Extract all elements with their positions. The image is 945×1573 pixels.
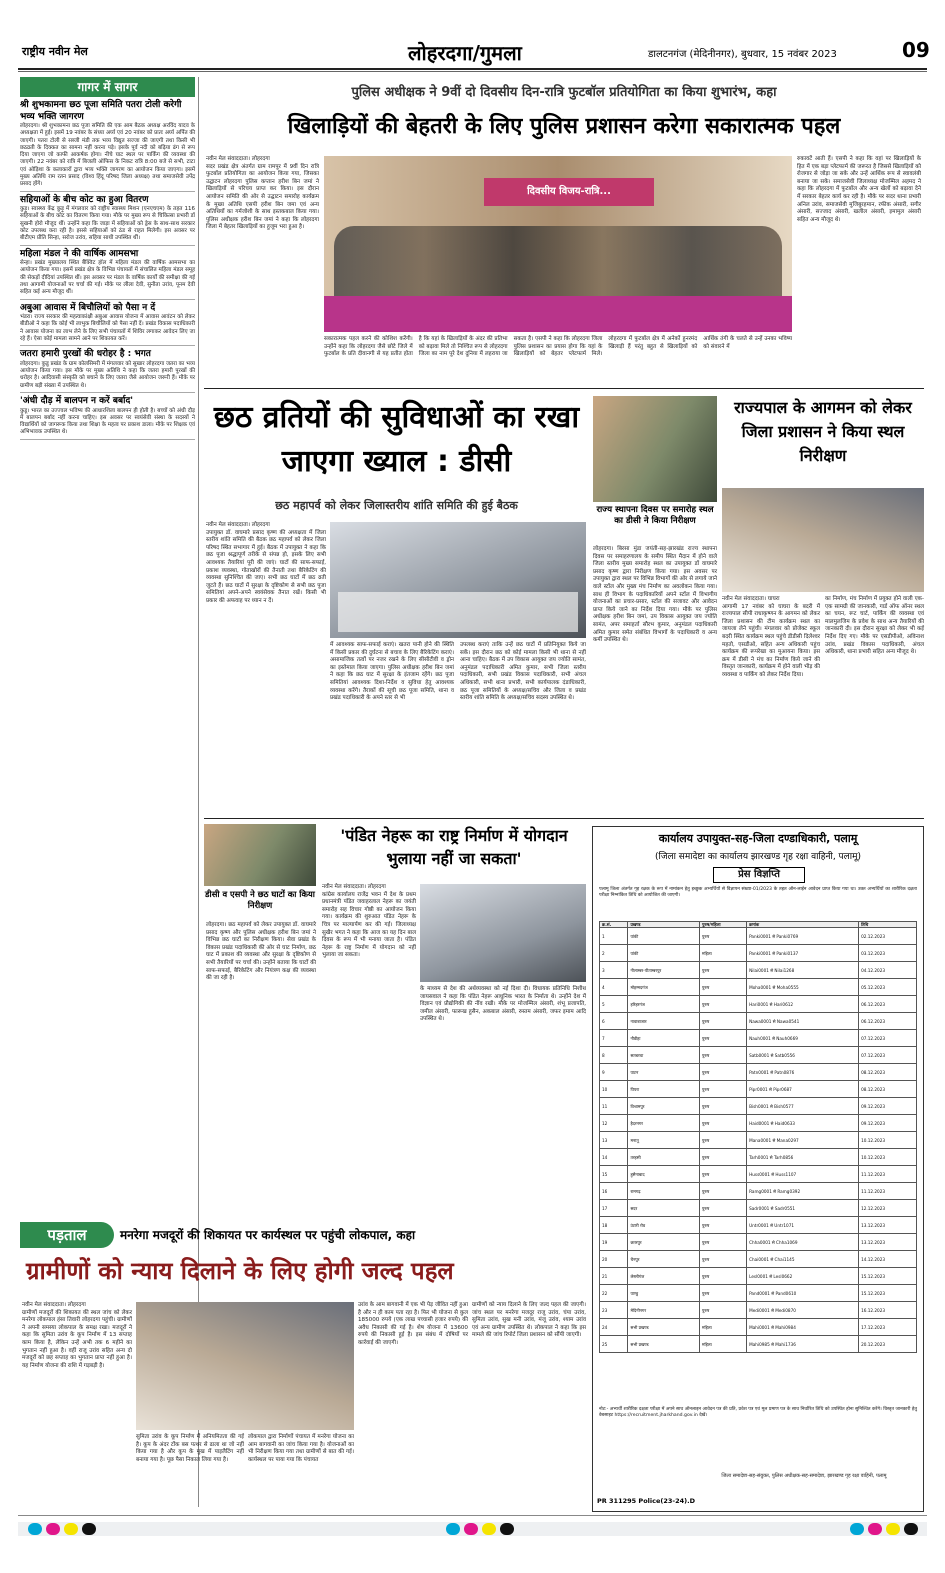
table-cell: 11.12.2023 [859, 1183, 917, 1200]
table-cell: नौडीहा [628, 1030, 700, 1047]
table-cell: पुरुष [699, 1047, 746, 1064]
notice-column-header: क्रमांक [747, 922, 859, 928]
table-cell: 12.12.2023 [859, 1200, 917, 1217]
lokpal-kicker: मनरेगा मजदूरों की शिकायत पर कार्यस्थल पर पहुंची लोकपाल, कहा [120, 1228, 416, 1242]
notice-table-body [600, 928, 917, 1353]
football-ceremony-photo [324, 156, 792, 332]
table-cell: पुरुष [699, 1115, 746, 1132]
nehru-body-2: के माध्यम से देश की अर्थव्यवस्था को नई दिशा दी। विधायक प्रतिनिधि निशीथ जायसवाल ने कहा कि पंडित नेहरू आधुनिक भारत के निर्माता थे। उन्होंने देश में विज्ञान एवं प्रौद्योगिकी की नींव रखी। मौके पर मोजम्मिल अंसारी, शंभू प्रजापति, जमील अंसारी, फारूख हुसैन, अकबाल अंसारी, रुस्तम अंसारी, जफर इमाम आदि उपस्थित थे। [420, 986, 588, 1023]
table-cell: पुरुष [699, 1234, 746, 1251]
lokpal-headline-text: ग्रामीणों को न्याय दिलाने के लिए होगी जल्द पहल [26, 1257, 454, 1285]
table-cell: 04.12.2023 [859, 962, 917, 979]
table-cell: 15.12.2023 [859, 1285, 917, 1302]
table-cell: पुरुष [699, 1098, 746, 1115]
table-cell: Tarh0001 से Tarh0856 [747, 1149, 859, 1166]
sidebar-story-body: कुडू। भारत का उज्ज्वल भविष्य की आधारशिला बालपन ही होती है। बच्चों को अंधी दौड़ में बालपन बर्बाद नहीं करना चाहिए। इस अवसर पर स्वयंसेवी संस्था के सदस्यों ने विद्यार्थियों को जागरूक किया तथा शिक्षा के महत्व पर प्रकाश डाला। मौके पर शिक्षक एवं अभिभावक उपस्थित थे। [20, 407, 197, 436]
nehru-body: नवीन मेल संवाददाता। लोहरदगा कांग्रेस कार्यालय राजेंद्र भवन में देश के प्रथम प्रधानमंत्री पंडित जवाहरलाल नेहरू का जयंती समारोह सह विचार गोष्ठी का आयोजन किया गया। कार्यक्रम की शुरुआत पंडित नेहरू के चित्र पर माल्यार्पण कर की गई। जिलाध्यक्ष सुखैर भगत ने कहा कि आज का यह दिन बाल दिवस के रूप में भी मनाया जाता है। पंडित नेहरू के राष्ट्र निर्माण में योगदान को नहीं भुलाया जा सकता। [322, 884, 416, 959]
table-cell: Chha0001 से Chha1069 [747, 1234, 859, 1251]
table-cell: Mahi0985 से Mahi1736 [747, 1336, 859, 1353]
meeting-table-shape [338, 592, 578, 632]
table-cell: Mana0001 से Mana0297 [747, 1132, 859, 1149]
notice-column-header: पुरुष/महिला [699, 922, 746, 928]
ghat-inspection-body: लोहरदगा। छठ महापर्व को लेकर उपायुक्त डॉ. वाघमारे प्रसाद कृष्ण और पुलिस अधीक्षक हरीश बिन जमां ने विभिन्न छठ घाटों का निरीक्षण किया। सेवा प्रखंड के विकास प्रखंड पदाधिकारी की ओर से घाट निर्माण, छठ घाट में प्रकाश की व्यवस्था और सुरक्षा के दृष्टिकोण से सभी तैयारियों पर चर्चा की। उन्होंने बताया कि घाटों की साफ-सफाई, बैरिकेटिंग और नियंत्रण कक्ष की व्यवस्था की जा रही है। [206, 922, 318, 982]
governor-body-2: का निर्माण, मंच निर्माण में प्रयुक्त होने वाली एक-एक सामग्री की जानकारी, गार्ड ऑफ ऑनर स्थल का चयन, रूट चार्ट, पार्किंग की व्यवस्था एवं मालमुलजिम के प्रवेश के साथ अन्य तैयारियों की जानकारी दी। इस दौरान सुरक्षा को लेकर भी कई निर्देश दिए गए। मौके पर एसडीपीओ, अविनाश उरांव, प्रखंड विकास पदाधिकारी, अंचल अधिकारी, थाना प्रभारी सहित अन्य मौजूद थे। [825, 596, 926, 656]
table-cell: 24 [600, 1319, 628, 1336]
yellow-swatch [64, 1523, 78, 1535]
governor-headline-text: राज्यपाल के आगमन को लेकर जिला प्रशासन ने किया स्थल निरीक्षण [734, 398, 912, 465]
table-cell: Medi0001 से Medi0870 [747, 1302, 859, 1319]
table-cell: पाटन [628, 1064, 700, 1081]
notice-signature: जिला समादेष्टा-सह-संयुक्त, पुलिस अधीक्षक-सह-समादेष्टा, झारखण्ड गृह रक्षा वाहिनी, पलामू [721, 1473, 887, 1479]
mid-rule [204, 818, 924, 819]
table-cell: Nawa0001 से Nawa0541 [747, 1013, 859, 1030]
table-row [600, 1115, 917, 1132]
table-row [600, 1268, 917, 1285]
chhath-body: नवीन मेल संवाददाता। लोहरदगा उपायुक्त डॉ. वाघमारे प्रसाद कृष्ण की अध्यक्षता में जिला स्तरीय शांति समिति की बैठक छठ महापर्व को लेकर जिला परिषद स्थित सभागार में हुई। बैठक में उपायुक्त ने कहा कि छठ पूजा श्रद्धापूर्ण तरीके से संपन्न हो, इसके लिए सभी आवश्यक तैयारियां पूरी की जाएं। घाटों की साफ-सफाई, प्रकाश व्यवस्था, गोताखोरों की तैनाती तथा बैरिकेटिंग की व्यवस्था सुनिश्चित की जाए। सभी छठ घाटों में छठ व्रती जुटते हैं। छठ घाटों में सुरक्षा के दृष्टिकोण से सभी छठ पूजा समितियां अपने-अपने स्वयंसेवक तैनात रखें। किसी भी प्रकार की अफवाह पर ध्यान न दें। [206, 522, 326, 604]
foundation-day-caption [593, 505, 717, 543]
table-cell: 5 [600, 996, 628, 1013]
table-cell: पुरुष [699, 1149, 746, 1166]
sidebar-story-body: लोहरदगा। श्री शुभकामना छठ पूजा समिति की एक आम बैठक अध्यक्ष अरविंद यादव के अध्यक्षता में हुई। इसमें 19 नवंबर के संध्या अर्घ्य एवं 20 नवंबर को प्रातः अर्घ्य अर्पित की जाएगी। पतरा टोली से सब्जी मंडी तक भव्य विद्युत सज्जा की जाएगी तथा किसी भी छठव्रती के दिक्कत का सामना नहीं करना पड़े। इसके पूर्व नदी को बढ़िया ढंग से रूप दिया जाएगा जो काफी आकर्षक होगा। नीचे घाट स्थल पर पार्किंग की व्यवस्था की जाएगी। 22 नवंबर को रात्रि में बिजली ऑफिस के निकट रात्रि 8:00 बजे से सभी, टाटा एवं ओड़िशा के कलाकारों द्वारा भव्य भक्ति जागरण का आयोजन किया जाएगा। इसमें मुख्य अतिथि राम रतन प्रसाद (विश्व हिंदू परिषद जिला अध्यक्ष) तथा समाजसेवी उपेंद्र प्रसाद होंगे। [20, 123, 197, 188]
sidebar-story-body: कुड़ु। स्वास्थ्य केंद्र कुड़ु में मंगलवार को राष्ट्रीय स्वास्थ्य मिशन (एनएचएम) के तहत 116 सहियाओं के बीच कोट का वितरण किया गया। मौके पर मुख्य रूप से चिकित्सा प्रभारी डॉ सुखनी होरो मौजूद थीं। उन्होंने कहा कि जाड़ा में सहियाओं को ड्रेस के साथ-साथ सरकार कोट उपलब्ध करा रही है। इससे सहियाओं को ठंड से राहत मिलेगी। इस अवसर पर बीटीएम प्रीति सिन्हा, सरोज उरांव, सहिया साथी उपस्थित थीं। [20, 206, 197, 242]
table-cell: 14.12.2023 [859, 1251, 917, 1268]
players-group-shape [334, 226, 782, 306]
table-cell: 11.12.2023 [859, 1166, 917, 1183]
peace-committee-photo [330, 522, 586, 638]
table-cell: 4 [600, 979, 628, 996]
table-cell: 12 [600, 1115, 628, 1132]
table-cell: Lesl0001 से Lesl0662 [747, 1268, 859, 1285]
masthead-rule [18, 68, 927, 70]
table-cell: नावाबाजार [628, 1013, 700, 1030]
table-cell: विश्रामपुर [628, 1098, 700, 1115]
table-cell: 08.12.2023 [859, 1081, 917, 1098]
ghat-inspection-photo [204, 824, 316, 886]
table-cell: 06.12.2023 [859, 996, 917, 1013]
table-cell: महिला [699, 945, 746, 962]
sidebar-items [20, 100, 195, 440]
table-cell: 16.12.2023 [859, 1302, 917, 1319]
lead-headline-text: खिलाड़ियों की बेहतरी के लिए पुलिस प्रशासन करेगा सकारात्मक पहल [287, 114, 841, 139]
section-title: लोहरदगा/गुमला [408, 41, 522, 65]
governor-body: नवीन मेल संवाददाता। घाघरा आगामी 17 नवंबर को घाघरा के बदरी में राज्यपाल सीपी राधाकृष्णन के आगमन को लेकर जिला प्रशासन की टीम कार्यक्रम स्थल का जायजा लेने पहुंची। मंगलवार को प्रोजेक्ट स्कूल बदरी स्थित कार्यक्रम स्थल पहुंचे डीडीसी दिलेश्वर महतो, एसडीओ, सहित अन्य अधिकारी पहुंच कार्यक्रम की रूपरेखा का मुआयना किया। इस क्रम में डीसी ने मंच का निर्माण किये जाने की विस्तृत जानकारी, कार्यक्रम में होने वाली भीड़ की व्यवस्था व पार्किंग को लेकर निर्देश दिया। [722, 596, 820, 678]
registration-strip [18, 1522, 927, 1536]
table-cell: 07.12.2023 [859, 1030, 917, 1047]
table-cell: लेस्लीगंज [628, 1268, 700, 1285]
table-cell: उंटारी रोड [628, 1217, 700, 1234]
table-cell: चैनपुर [628, 1251, 700, 1268]
sidebar-story-headline: सहियाओं के बीच कोट का हुआ वितरण [20, 194, 149, 205]
nehru-headline-text: 'पंडित नेहरू का राष्ट्र निर्माण में योगदान भुलाया नहीं जा सकता' [340, 826, 568, 868]
photo-banner: दिवसीय विजय-रात्रि... [484, 178, 654, 206]
notice-column-header: क्र.सं. [600, 922, 628, 928]
notice-office-sub: (जिला समादेष्टा का कार्यालय झारखण्ड गृह रक्षा वाहिनी, पलामू) [654, 852, 861, 862]
table-row [600, 1064, 917, 1081]
table-cell: 1 [600, 928, 628, 945]
table-row [600, 1336, 917, 1353]
dateline: डालटनगंज (मेदिनीनगर), बुधवार, 15 नवंबर 2023 [648, 49, 837, 60]
notice-office: कार्यालय उपायुक्त-सह-जिला दण्डाधिकारी, पलामू [658, 832, 858, 845]
table-cell: पुरुष [699, 1166, 746, 1183]
table-cell: Patn0001 से Patn0876 [747, 1064, 859, 1081]
table-cell: मोहम्मदगंज [628, 979, 700, 996]
table-row [600, 1047, 917, 1064]
table-cell: Moha0001 से Moha0555 [747, 979, 859, 996]
table-row [600, 979, 917, 996]
table-cell: Panki0001 से Panki0137 [747, 945, 859, 962]
table-row [600, 1183, 917, 1200]
table-cell: 2 [600, 945, 628, 962]
table-cell: Nauh0001 से Nauh0669 [747, 1030, 859, 1047]
table-cell: 09.12.2023 [859, 1098, 917, 1115]
table-row [600, 962, 917, 979]
padtal-tag-text: पड़ताल [47, 1226, 87, 1244]
cyan-swatch-right [850, 1523, 864, 1535]
magenta-swatch-mid [464, 1523, 478, 1535]
table-row [600, 1234, 917, 1251]
governor-headline [722, 396, 924, 486]
table-cell: पुरुष [699, 1081, 746, 1098]
sidebar-story-headline: श्री शुभकामना छठ पूजा समिति पतरा टोली करेगी भव्य भक्ति जागरण [20, 100, 182, 122]
table-cell: पुरुष [699, 996, 746, 1013]
notice-box [592, 826, 924, 1512]
nehru-tribute-photo [420, 884, 586, 982]
chhath-subhead [204, 498, 589, 516]
table-row [600, 1149, 917, 1166]
table-cell: मेदिनीनगर [628, 1302, 700, 1319]
sidebar-story [20, 195, 195, 246]
lead-kicker-text: पुलिस अधीक्षक ने 9वीं दो दिवसीय दिन-रात्रि फुटबॉल प्रतियोगिता का किया शुभारंभ, कहा [351, 85, 777, 100]
table-cell: 17.12.2023 [859, 1319, 917, 1336]
table-cell: पुरुष [699, 1217, 746, 1234]
governor-site-photo [722, 488, 924, 592]
cyan-swatch-mid [446, 1523, 460, 1535]
table-cell: हुसैनाबाद [628, 1166, 700, 1183]
notice-column-header: प्रखण्ड [628, 922, 700, 928]
table-cell: 22 [600, 1285, 628, 1302]
table-cell: 11 [600, 1098, 628, 1115]
table-cell: Chai0001 से Chai1145 [747, 1251, 859, 1268]
foundation-day-photo [593, 396, 717, 502]
table-cell: पुरुष [699, 1183, 746, 1200]
table-cell: Sadr0001 से Sadr0551 [747, 1200, 859, 1217]
table-cell: 19 [600, 1234, 628, 1251]
lokpal-body-2: उरांव के आम बागवानी में एक भी पेड़ जीवित नहीं हुआ है और न ही काम पता रहा है। फिर भी योजना से कुल 185000 रुपये (एक लाख पच्चासी हजार रुपये) की अवैध निकासी की गई है। शेष योजना में 13600 रुपये की निकासी हुई है। इस संबंध में दोषियों पर कार्रवाई की जाएगी। [358, 1302, 470, 1346]
table-cell: 06.12.2023 [859, 1013, 917, 1030]
table-row [600, 1302, 917, 1319]
table-row [600, 1251, 917, 1268]
table-cell: पिपरा [628, 1081, 700, 1098]
table-row [600, 1319, 917, 1336]
table-cell: पुरुष [699, 1064, 746, 1081]
table-cell: पुरुष [699, 1268, 746, 1285]
sidebar-banner [20, 77, 195, 97]
yellow-swatch-mid [482, 1523, 496, 1535]
lokpal-kicker-bar [20, 1222, 586, 1248]
table-cell: सभी प्रखण्ड [628, 1336, 700, 1353]
table-cell: सदर [628, 1200, 700, 1217]
table-cell: Satb0001 से Satb0556 [747, 1047, 859, 1064]
paper-name: राष्ट्रीय नवीन मेल [22, 45, 88, 58]
magenta-swatch [46, 1523, 60, 1535]
sidebar-story [20, 349, 195, 393]
table-cell: 15.12.2023 [859, 1268, 917, 1285]
black-swatch-mid [500, 1523, 514, 1535]
table-cell: तरहसी [628, 1149, 700, 1166]
sidebar-story-body: सेन्हा। प्रखंड मुख्यालय स्थित बैंक्विट हॉल में महिला मंडल की वार्षिक आमसभा का आयोजन किया गया। इसमें प्रखंड क्षेत्र के विभिन्न पंचायतों में संचालित महिला मंडल समूह की सेकड़ों दीदियां उपस्थित थीं। इस अवसर पर मंडल के वार्षिक कार्यों की समीक्षा की गई तथा आगामी योजनाओं पर चर्चा की गई। मौके पर लीला देवी, सुनीता उरांव, पूनम देवी सहित कई अन्य मौजूद थीं। [20, 260, 197, 296]
notice-footnote: नोट:- अभ्यर्थी शारीरिक दक्षता परीक्षा में अपने साथ ऑनलाइन आवेदन पत्र की प्रति, प्रवेश पत्र एवं मूल प्रमाण पत्र के साथ निर्धारित तिथि को उपस्थित होना सुनिश्चित करेंगे। विस्तृत जानकारी हेतु वेबसाइट https://recruitment.jharkhand.gov.in देखें। [599, 1407, 919, 1419]
table-cell: 25 [600, 1336, 628, 1353]
table-cell: छतरपुर [628, 1234, 700, 1251]
table-cell: 10 [600, 1081, 628, 1098]
footer-rule [18, 1515, 927, 1516]
table-cell: पांकी [628, 945, 700, 962]
chhath-body-2: में आवश्यक साफ-सफाई कराएं। खतरा पानी होने की स्थिति में किसी प्रकार की दुर्घटना से बचाव के लिए बैरिकेटिंग कराएं। असामाजिक तत्वों पर नजर रखने के लिए सीसीटीवी व ड्रोन का इस्तेमाल किया जाएगा। पुलिस अधीक्षक हरीश बिन जमां ने कहा कि छठ घाट में सुरक्षा के इंतजाम रहेंगे। छठ पूजा समितियां आवश्यक दिशा-निर्देश व सुविधा हेतु आवश्यक व्यवस्था करेंगे। तैराकों की सूची छठ पूजा समिति, थाना व प्रखंड पदाधिकारी के अपने स्तर से भी [330, 642, 456, 702]
black-swatch [82, 1523, 96, 1535]
notice-table [599, 921, 917, 1353]
lokpal-site-photo [136, 1302, 354, 1430]
sidebar-story [20, 396, 195, 440]
lead-bottom-rule [204, 388, 924, 389]
table-cell: 6 [600, 1013, 628, 1030]
sidebar-story-headline: महिला मंडल ने की वार्षिक आमसभा [20, 248, 139, 259]
chhath-headline-text: छठ व्रतियों की सुविधाओं का रखा जाएगा ख्याल : डीसी [213, 400, 580, 479]
table-cell: 13.12.2023 [859, 1234, 917, 1251]
table-cell: Mahi0001 से Mahi0984 [747, 1319, 859, 1336]
lokpal-body: नवीन मेल संवाददाता। लोहरदगा ग्रामीणों मजदूरों की शिकायत की स्थल जांच को लेकर मनरेगा लोकपाल हंसा तिवारी लोहरदगा पहुंची। ग्रामीणों ने अपनी समस्या लोकपाल के समक्ष रखा। मजदूरों ने कहा कि सुमिता उरांव के कूप निर्माण में 13 सप्ताह काम किया है, लेकिन उन्हें अभी तक 6 महीने का भुगतान नहीं हुआ है। वहीं राजू उरांव सहित अन्य दो मजदूरों को छह सप्ताह का भुगतान प्राप्त नहीं हुआ है। यह निर्माण योजना की राशि में गड़बड़ी है। [22, 1302, 132, 1369]
notice-pr-number: PR 311295 Police(23-24).D [597, 1497, 695, 1505]
table-cell: 08.12.2023 [859, 1064, 917, 1081]
notice-table-wrap [599, 921, 917, 1401]
table-cell: पुरुष [699, 1251, 746, 1268]
padtal-tag [20, 1222, 114, 1248]
chhath-headline [204, 396, 589, 488]
table-cloth-shape [324, 296, 792, 332]
lokpal-body-3: ग्रामीणों को न्याय दिलाने के लिए जल्द पहल की जाएगी। जांच स्थल पर मनरेगा मजदूर राजू उरांव, चंपा उरांव, सुमिता उरांव, सुख मनी उरांव, मंजू उरांव, श्याम उरांव एवं अन्य ग्रामीण उपस्थित थे। लोकपाल ने कहा कि इस मामले की जांच रिपोर्ट जिला प्रशासन को सौंपी जाएगी। [472, 1302, 588, 1339]
table-cell: 8 [600, 1047, 628, 1064]
ghat-inspection-caption [204, 889, 316, 919]
sidebar-story [20, 249, 195, 300]
table-cell: Nilai0001 से Nilai1268 [747, 962, 859, 979]
table-cell: पुरुष [699, 1285, 746, 1302]
sidebar-story-body: भंडरा। राज्य सरकार की महत्वाकांक्षी अबुआ आवास योजना में आवास आवंटन को लेकर बीडीओ ने कहा कि कोई भी लाभुक बिचौलियों को पैसा नहीं दें। प्रखंड विकास पदाधिकारी ने आवास योजना का लाभ लेने के लिए सभी पंचायतों में शिविर लगाकर आवेदन लिए जा रहे हैं। ऐसा कोई मामला सामने आने पर शिकायत करें। [20, 314, 197, 343]
table-cell: 02.12.2023 [859, 928, 917, 945]
table-cell: Pipr0001 से Pipr0687 [747, 1081, 859, 1098]
foundation-day-caption-text: राज्य स्थापना दिवस पर समारोह स्थल का डीसी ने किया निरीक्षण [596, 505, 714, 526]
table-cell: 09.12.2023 [859, 1115, 917, 1132]
table-cell: पुरुष [699, 1030, 746, 1047]
table-cell: महिला [699, 1336, 746, 1353]
table-cell: 20 [600, 1251, 628, 1268]
table-cell: 10.12.2023 [859, 1149, 917, 1166]
table-cell: हरिहरगंज [628, 996, 700, 1013]
chhath-body-3: उपलब्ध कराएं ताकि उन्हें छठ घाटों में प्रतिनियुक्त किये जा सकें। इस दौरान छठ को कोई मामला किसी भी थाना से नहीं आना चाहिए। बैठक में उप विकास आयुक्त जय ज्योति सामंत, अनुमंडल पदाधिकारी अमित कुमार, सभी जिला स्तरीय पदाधिकारी, सभी प्रखंड विकास पदाधिकारी, सभी अंचल अधिकारी, सभी थाना प्रभारी, सभी कार्यपालक दंडाधिकारी, छठ पूजा समितियों के अध्यक्ष/सचिव और जिला व प्रखंड स्तरीय शांति समिति के अध्यक्ष/सचिव सदस्य उपस्थित थे। [460, 642, 588, 702]
table-cell: मनातू [628, 1132, 700, 1149]
table-cell: पुरुष [699, 1013, 746, 1030]
table-row [600, 1166, 917, 1183]
table-row [600, 1132, 917, 1149]
sidebar-banner-text: गागर में सागर [77, 80, 138, 94]
foundation-day-body: लोहरदगा। बिरसा मुंडा जयंती-सह-झारखंड राज्य स्थापना दिवस पर समाहरणालय के समीप स्थित मैदान में होने वाले जिला स्तरीय मुख्य समारोह स्थल का उपायुक्त डॉ वाघमारे प्रसाद कृष्ण द्वारा निरीक्षण किया गया। इस अवसर पर उपायुक्त द्वारा स्थल पर विभिन्न विभागों की ओर से लगाये जाने वाले स्टॉल और मुख्य मंच निर्माण का अवलोकन किया गया। साथ ही विभाग के पदाधिकारियों अपने स्टॉल में विभागीय योजनाओं का प्रचार-प्रसार, स्टॉल की सजावट और आवेदन प्राप्त किये जाने का निर्देश दिया गया। मौके पर पुलिस अधीक्षक हरीश बिन जमां, उप विकास आयुक्त जय ज्योति सामंत, अपर समाहर्ता सौरभ कुमार, अनुमंडल पदाधिकारी अमित कुमार समेत संबंधित विभागों के पदाधिकारी व अन्य कर्मी उपस्थित थे। [593, 546, 719, 644]
cyan-swatch [28, 1523, 42, 1535]
sidebar-story-headline: जतरा हमारी पुरखों की धरोहर है : भगत [20, 349, 151, 360]
notice-intro: पलामू जिला अंतर्गत गृह रक्षक के रूप में नामांकन हेतु इच्छुक अभ्यर्थियों से विज्ञापन संख्या-01/2023 के तहत ऑन-लाईन आवेदन प्राप्त किया गया था। उक्त अभ्यर्थियों का शारीरिक दक्षता परीक्षा निम्नांकित तिथि को आयोजित की जाएगी। [599, 887, 919, 899]
table-cell: नीलाम्बर-पीताम्बरपुर [628, 962, 700, 979]
table-cell: पुरुष [699, 1132, 746, 1149]
table-cell: पुरुष [699, 1302, 746, 1319]
table-row [600, 928, 917, 945]
table-cell: महिला [699, 1319, 746, 1336]
table-cell: 14 [600, 1149, 628, 1166]
table-cell: 03.12.2023 [859, 945, 917, 962]
magenta-swatch-right [868, 1523, 882, 1535]
sidebar-story-headline: 'अंधी दौड़ में बालपन न करें बर्बाद' [20, 396, 134, 407]
table-row [600, 1098, 917, 1115]
chhath-subhead-text: छठ महापर्व को लेकर जिलास्तरीय शांति समिति की हुई बैठक [275, 499, 518, 512]
table-row [600, 1217, 917, 1234]
table-cell: पांकी [628, 928, 700, 945]
page-number: 09 [902, 38, 930, 62]
table-cell: 18 [600, 1217, 628, 1234]
table-cell: 13.12.2023 [859, 1217, 917, 1234]
table-row [600, 1030, 917, 1047]
table-cell: पुरुष [699, 979, 746, 996]
table-cell: रामगढ़ [628, 1183, 700, 1200]
table-cell: हैदरनगर [628, 1115, 700, 1132]
lokpal-below-photo-2: लोकपाल द्वारा निर्माणों पंचायत में मनरेगा योजना का आम बागवानी का जांच किया गया है। योजनाओं का भी निरीक्षण किया गया तथा ग्रामीणों से बात की गई। कार्यस्थल पर पाया गया कि पंचायत [248, 1434, 356, 1463]
nehru-headline [322, 824, 586, 880]
table-cell: 16 [600, 1183, 628, 1200]
table-row [600, 1285, 917, 1302]
table-cell: 07.12.2023 [859, 1047, 917, 1064]
table-cell: Hari0001 से Hari0612 [747, 996, 859, 1013]
masthead [18, 36, 930, 68]
lead-body-right: रुकावटें आती हैं। एसपी ने कहा कि वहां पर खिलाड़ियों के हित में एक बड़ा प्लेटफार्म की जरूरत है जिससे खिलाड़ियों को रोजगार से जोड़ा जा सके और उन्हें आर्थिक रूप से स्वावलंबी बनाया जा सके। समाजसेवी जिलाध्यक्ष मोजम्मिल अहमद ने कहा कि लोहरदगा में फुटबॉल और अन्य खेलों को बढ़ावा देने में सरकार बेहतर कार्य कर रही है। मौके पर सदर थाना प्रभारी अनिल उरांव, समाजसेवी मुजिबुरहमान, रफीक अंसारी, सगीर अंसारी, सज्जाद अंसारी, खलील अंसारी, इमामुल अंसारी सहित अन्य मौजूद थे। [797, 156, 923, 223]
table-row [600, 996, 917, 1013]
table-cell: Panki0001 से Panki0769 [747, 928, 859, 945]
table-cell: 7 [600, 1030, 628, 1047]
sidebar-story-headline: अबुआ आवास में बिचौलियों को पैसा न दें [20, 302, 156, 313]
table-cell: Haid0001 से Haid0633 [747, 1115, 859, 1132]
table-cell: 13 [600, 1132, 628, 1149]
table-cell: सभी प्रखण्ड [628, 1319, 700, 1336]
lokpal-below-photo: सुमिता उरांव के कूप निर्माण में अनियमितता की गई है। कूप के अंदर टोंक बस पत्थर से ढाला था जो नहीं किया गया है और कूप के मुख में पाइलैटिंग नहीं बनाया गया है। पूछ पैसा निकाल लिया गया है। [136, 1434, 246, 1463]
table-cell: Huss0001 से Huss1107 [747, 1166, 859, 1183]
table-cell: पाण्डु [628, 1285, 700, 1302]
masthead-rule-thin [18, 71, 927, 72]
notice-column-header: तिथि [859, 922, 917, 928]
table-cell: Untr0001 से Untr1071 [747, 1217, 859, 1234]
lead-below-photo: सकारात्मक पहल करने की कोशिश करेंगी। उन्होंने कहा कि लोहरदगा जैसे छोटे जिले में फुटबॉल के प्रति दीवानगी से यह प्रतीत होता है कि यहां के खिलाड़ियों के अंदर की प्रतिभा को बढ़ावा मिले तो निश्चित रूप से लोहरदगा जिला का नाम पूरे देश दुनिया में लहराया जा सकता है। एसपी ने कहा कि लोहरदगा जिला पुलिस प्रशासन का प्रयास होगा कि यहां के खिलाड़ियों को बेहतर प्लेटफार्म मिले। लोहरदगा में फुटबॉल क्षेत्र में अनेकों हुनरमंद खिलाड़ी हैं परंतु बहुत से खिलाड़ियों को आर्थिक तंगी के चलते से उन्हें उनका भविष्य को संवारने में [324, 336, 794, 358]
table-cell: 3 [600, 962, 628, 979]
notice-title: प्रेस विज्ञप्ति [713, 867, 805, 883]
lead-kicker [204, 82, 924, 102]
table-cell: पुरुष [699, 928, 746, 945]
table-row [600, 945, 917, 962]
lead-headline [204, 110, 924, 148]
table-cell: 05.12.2023 [859, 979, 917, 996]
sidebar-story [20, 100, 195, 192]
table-cell: पुरुष [699, 962, 746, 979]
table-cell: 15 [600, 1166, 628, 1183]
table-cell: 10.12.2023 [859, 1132, 917, 1149]
table-cell: 21 [600, 1268, 628, 1285]
ghat-inspection-caption-text: डीसी व एसपी ने छठ घाटों का किया निरीक्षण [205, 889, 315, 910]
yellow-swatch-right [886, 1523, 900, 1535]
table-cell: 9 [600, 1064, 628, 1081]
table-cell: पुरुष [699, 1200, 746, 1217]
lead-body-left: नवीन मेल संवाददाता। लोहरदगा सदर प्रखंड क्षेत्र अंतर्गत ग्राम रामपुर में 9वीं दिन रात्रि फुटबॉल प्रतियोगिता का आयोजन किया गया, जिसका उद्घाटन लोहरदगा पुलिस कप्तान हरीश बिन जमां ने खिलाड़ियों से परिचय प्राप्त कर किया। इस दौरान आयोजन समिति की ओर से उद्घाटन समारोह कार्यक्रम के मुख्य अतिथि एसपी हरीश बिन जमा एवं अन्य अतिथियों का गर्मजोशी के साथ इस्तकबाल किया गया। पुलिस अधीक्षक हरीश बिन जमां ने कहा कि लोहरदगा जिला में बेहतर खिलाड़ियों का हुजूम भरा हुआ है। [206, 156, 319, 231]
sidebar-story-body: लोहरदगा। कुडू प्रखंड के ग्राम कोलसिमरी में मंगलवार को सुखार लोहरदगा जतरा का भव्य आयोजन किया गया। इस मौके पर मुख्य अतिथि ने कहा कि जतरा हमारी पुरखों की धरोहर है। आदिवासी संस्कृति को बचाने के लिए जतरा जैसे आयोजन जरूरी हैं। मौके पर ग्रामीण बड़ी संख्या में उपस्थित थे। [20, 360, 197, 389]
table-cell: 17 [600, 1200, 628, 1217]
table-cell: 23 [600, 1302, 628, 1319]
table-cell: 20.12.2023 [859, 1336, 917, 1353]
black-swatch-right [904, 1523, 918, 1535]
table-row [600, 1013, 917, 1030]
table-cell: Bish0001 से Bish0577 [747, 1098, 859, 1115]
table-cell: सतबरवा [628, 1047, 700, 1064]
table-cell: Ramg0001 से Ramg0392 [747, 1183, 859, 1200]
sidebar-story [20, 303, 195, 347]
table-cell: Pand0001 से Pand0610 [747, 1285, 859, 1302]
table-row [600, 1081, 917, 1098]
table-row [600, 1200, 917, 1217]
lokpal-headline [20, 1254, 586, 1294]
